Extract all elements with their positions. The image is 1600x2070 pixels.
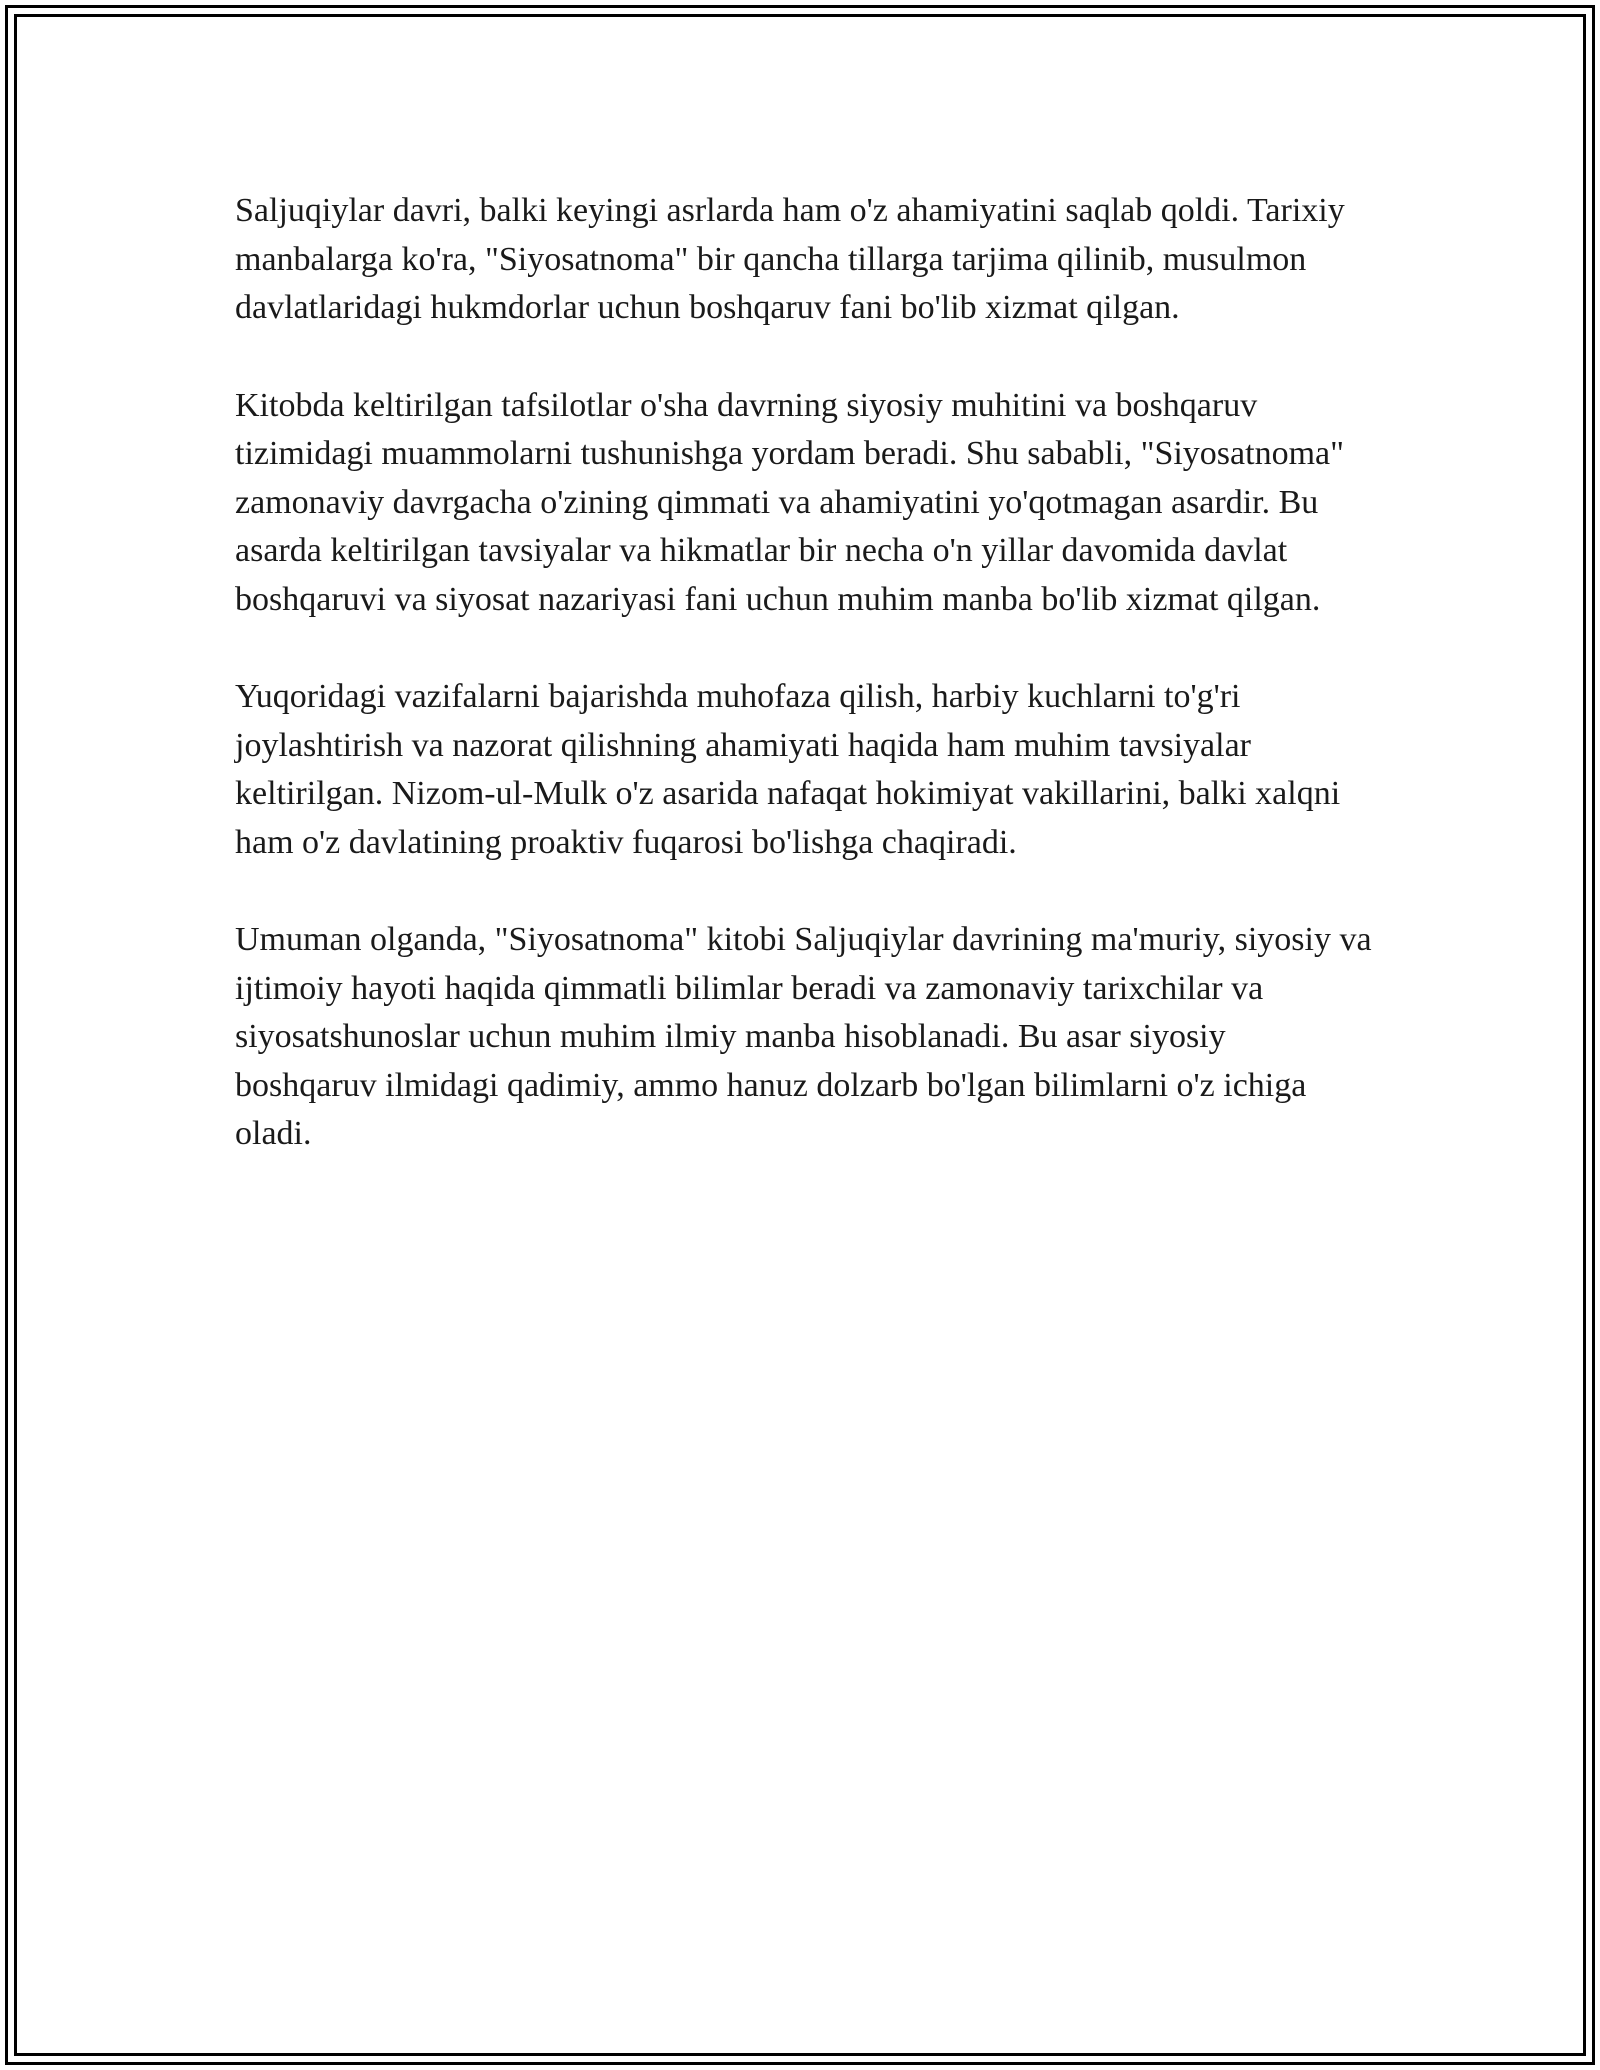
- paragraph-3: Yuqoridagi vazifalarni bajarishda muhofaza qilish, harbiy kuchlarni to'g'ri joylashtirish va nazorat qilishning ahamiyati haqida ham muhim tavsiyalar keltirilgan. Nizom-ul-Mulk o'z asarida nafaqat hokimiyat vakillarini, balki xalqni ham o'z davlatining proaktiv fuqarosi bo'lishga chaqiradi.: [235, 678, 1341, 861]
- document-body: [235, 187, 1375, 1208]
- paragraph-1: Saljuqiylar davri, balki keyingi asrlarda ham o'z ahamiyatini saqlab qoldi. Tarixiy manbalarga ko'ra, "Siyosatnoma" bir qancha tillarga tarjima qilinib, musulmon davlatlaridagi hukmdorlar uchun boshqaruv fani bo'lib xizmat qilgan.: [235, 192, 1345, 326]
- paragraph-4: Umuman olganda, "Siyosatnoma" kitobi Saljuqiylar davrining ma'muriy, siyosiy va ijtimoiy hayoti haqida qimmatli bilimlar beradi va zamonaviy tarixchilar va siyosatshunoslar uchun muhim ilmiy manba hisoblanadi. Bu asar siyosiy boshqaruv ilmidagi qadimiy, ammo hanuz dolzarb bo'lgan bilimlarni o'z ichiga oladi.: [235, 921, 1372, 1152]
- paragraph-2: Kitobda keltirilgan tafsilotlar o'sha davrning siyosiy muhitini va boshqaruv tizimidagi muammolarni tushunishga yordam beradi. Shu sababli, "Siyosatnoma" zamonaviy davrgacha o'zining qimmati va ahamiyatini yo'qotmagan asardir. Bu asarda keltirilgan tavsiyalar va hikmatlar bir necha o'n yillar davomida davlat boshqaruvi va siyosat nazariyasi fani uchun muhim manba bo'lib xizmat qilgan.: [235, 386, 1344, 618]
